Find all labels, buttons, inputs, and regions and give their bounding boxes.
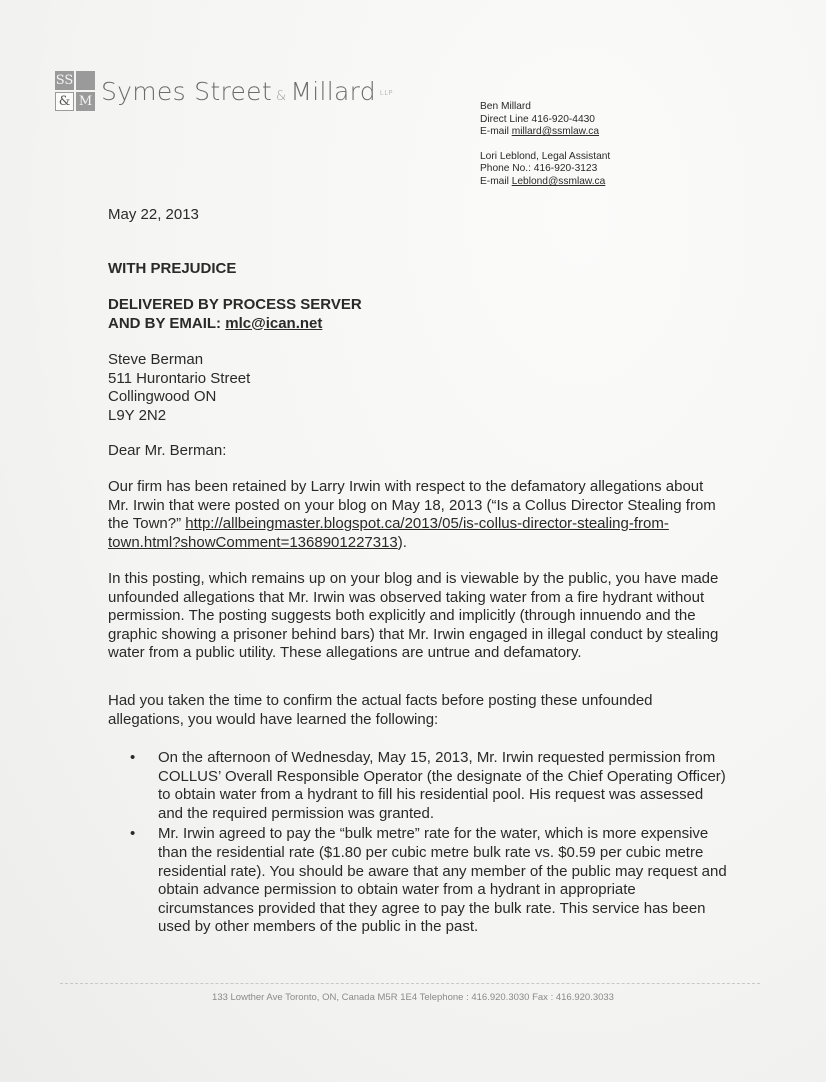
- delivery-heading: [108, 296, 362, 333]
- delivery-line2-prefix: AND BY EMAIL:: [108, 314, 226, 332]
- footer-address: 133 Lowther Ave Toronto, ON, Canada M5R 1E4 Telephone : 416.920.3030 Fax : 416.920.3033: [212, 992, 614, 1003]
- firm-name: [101, 77, 393, 106]
- prejudice-heading: WITH PREJUDICE: [108, 260, 237, 277]
- list-item-text: On the afternoon of Wednesday, May 15, 2013, Mr. Irwin requested permission from COLLUS’ Overall Responsible Operator (the designate of the Chief Operating Officer) to obtain water from a hydrant to fill his residential pool. His request was assessed and the required permission was granted.: [158, 749, 726, 822]
- paragraph-1-text: Our firm has been retained by Larry Irwin with respect to the defamatory allegations about Mr. Irwin that were posted on your blog on May 18, 2013 (“Is a Collus Director Stealing from the Town?”: [108, 478, 716, 532]
- primary-contact: [480, 101, 610, 139]
- bullet-dot-icon: •: [130, 749, 136, 766]
- primary-direct-line: Direct Line 416-920-4430: [480, 113, 595, 125]
- primary-contact-name: Ben Millard: [480, 101, 531, 112]
- primary-email-link[interactable]: millard@ssmlaw.ca: [511, 126, 600, 138]
- recipient-city: Collingwood ON: [108, 388, 217, 405]
- assistant-phone: Phone No.: 416-920-3123: [480, 163, 598, 175]
- paragraph-1: [108, 478, 728, 552]
- delivery-line1: DELIVERED BY PROCESS SERVER: [108, 296, 362, 313]
- contact-info: [480, 101, 610, 201]
- firm-name-amp: &: [275, 88, 287, 104]
- assistant-contact: [480, 151, 610, 189]
- assistant-email-link[interactable]: Leblond@ssmlaw.ca: [511, 175, 606, 187]
- logo-cell-bottom-right: M: [76, 92, 95, 111]
- list-item: [130, 749, 730, 823]
- assistant-email-label: E-mail: [480, 175, 512, 187]
- recipient-address: [108, 351, 250, 425]
- recipient-street: 511 Hurontario Street: [108, 369, 251, 387]
- logo-cell-top-left: SS: [55, 73, 74, 88]
- list-item: [130, 825, 730, 937]
- firm-name-part2: Millard: [290, 76, 376, 106]
- firm-suffix: LLP: [379, 88, 393, 97]
- assistant-email-row: [480, 176, 610, 189]
- delivery-line2: [108, 315, 362, 334]
- recipient-name: Steve Berman: [108, 351, 204, 368]
- logo-cell-top-right: [76, 71, 95, 90]
- letter-date: May 22, 2013: [108, 206, 199, 223]
- delivery-email-link[interactable]: mlc@ican.net: [225, 314, 323, 332]
- bullet-dot-icon: •: [130, 825, 136, 843]
- firm-name-part1: Symes Street: [101, 76, 272, 106]
- primary-email-row: [480, 126, 610, 139]
- logo-monogram: [55, 71, 95, 111]
- paragraph-1-end: ).: [397, 533, 407, 551]
- facts-list: [130, 749, 730, 939]
- recipient-postal: L9Y 2N2: [108, 406, 167, 424]
- list-item-text: Mr. Irwin agreed to pay the “bulk metre” rate for the water, which is more expensive than the residential rate ($1.80 per cubic metre bulk rate vs. $0.59 per cubic metre residential rate). You should be aware that any member of the public may request and obtain advance permission to obtain water from a hydrant in appropriate circumstances provided that they agree to pay the bulk rate. This service has been used by other members of the public in the past.: [158, 825, 727, 936]
- logo-cell-bottom-left: &: [55, 92, 74, 111]
- footer-divider: [60, 983, 760, 984]
- blog-post-link[interactable]: http://allbeingmaster.blogspot.ca/2013/05/is-collus-director-stealing-from-town.html?showComment=1368901227313: [108, 515, 669, 551]
- paragraph-2: In this posting, which remains up on your blog and is viewable by the public, you have made unfounded allegations that Mr. Irwin was observed taking water from a fire hydrant without permission. The posting suggests both explicitly and implicitly (through innuendo and the graphic showing a prisoner behind bars) that Mr. Irwin engaged in illegal conduct by stealing water from a public utility. These allegations are untrue and defamatory.: [108, 570, 719, 661]
- primary-email-label: E-mail: [480, 126, 512, 138]
- salutation: Dear Mr. Berman:: [108, 442, 227, 459]
- paragraph-3: Had you taken the time to confirm the actual facts before posting these unfounded allegations, you would have learned the following:: [108, 692, 653, 728]
- assistant-contact-name: Lori Leblond, Legal Assistant: [480, 150, 611, 162]
- firm-logo: [55, 70, 393, 112]
